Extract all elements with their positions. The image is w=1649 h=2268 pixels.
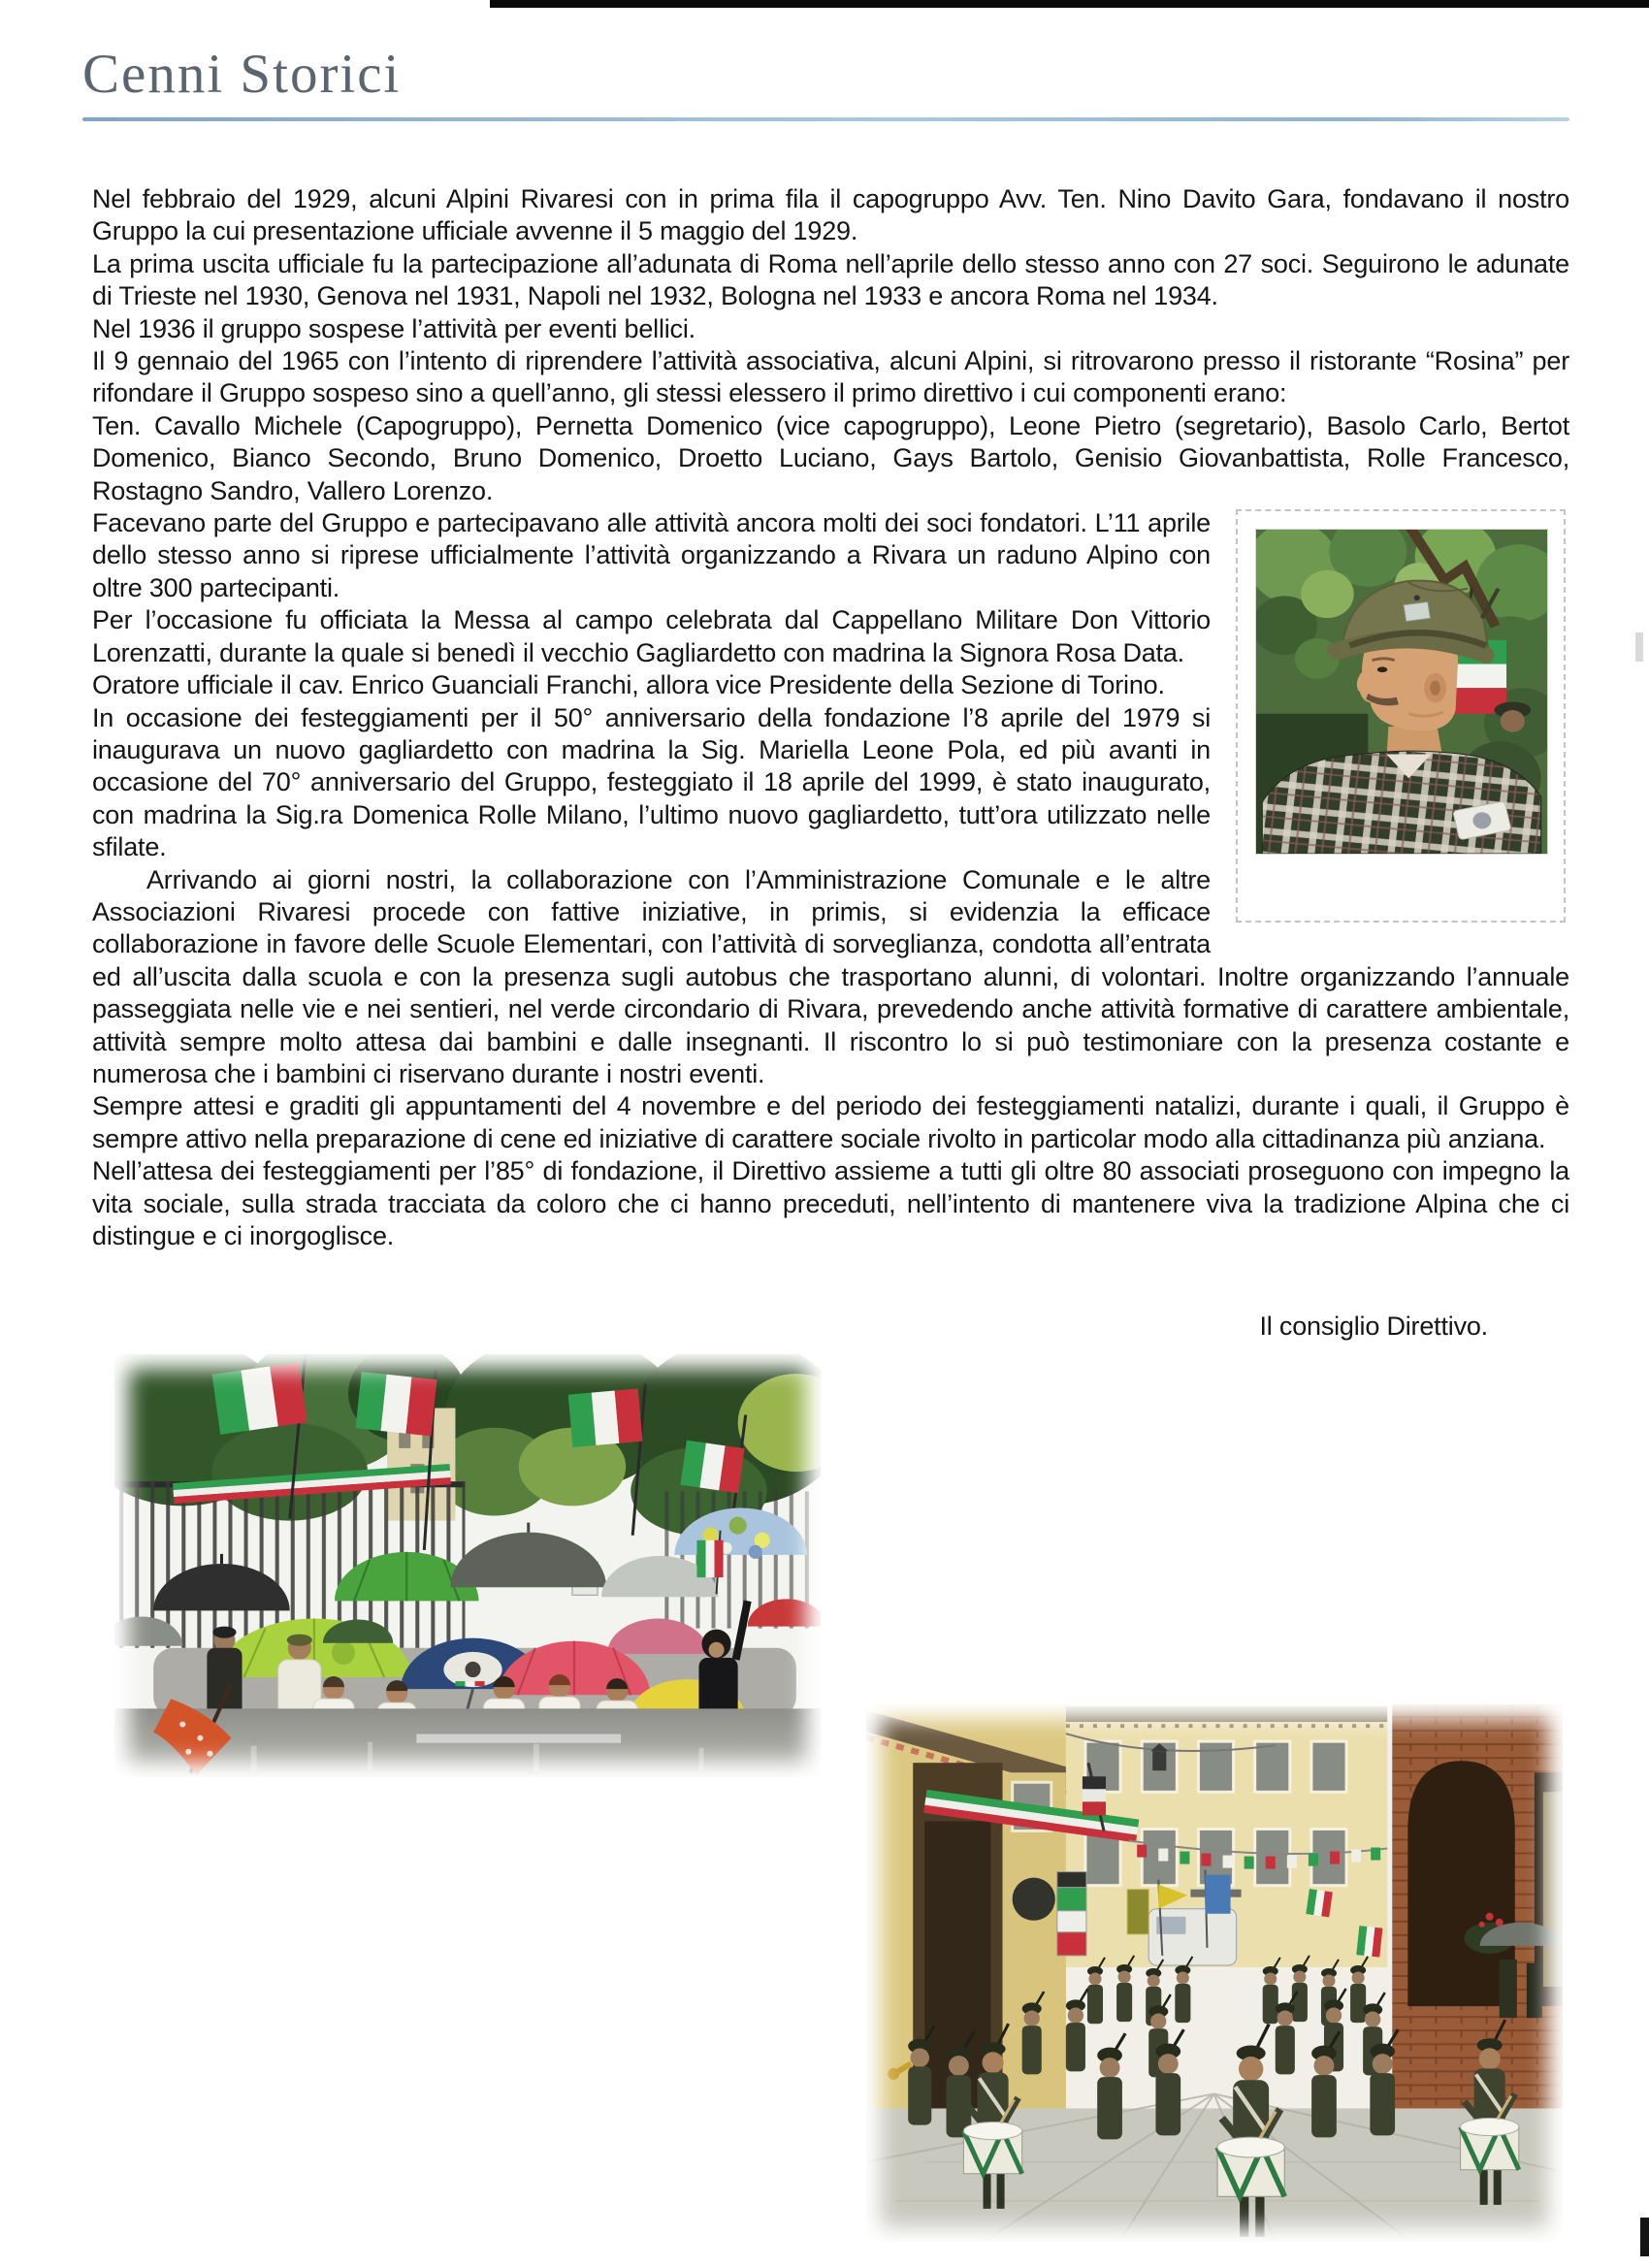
portrait-illustration — [1255, 529, 1548, 855]
paragraph: Sempre attesi e graditi gli appuntamenti del 4 novembre e del periodo dei festeggiamenti natalizi, durante i quali, il Gruppo è sempre attivo nella preparazione di cene ed iniziative di carattere sociale rivolto in particolar modo alla cittadinanza più anziana. — [92, 1091, 1569, 1153]
paragraph: Nell’attesa dei festeggiamenti per l’85° di fondazione, il Direttivo assieme a tutti gli oltre 80 associati proseguono con impegno la vita sociale, sulla strada tracciata da coloro che ci hanno preceduti, nell’intento di mantenere viva la tradizione Alpina che ci distingue e ci inorgoglisce. — [92, 1156, 1569, 1250]
page-title: Cenni Storici — [82, 44, 402, 105]
paragraph: In occasione dei festeggiamenti per il 50° anniversario della fondazione l’8 aprile del 1979 si inaugurava un nuovo gagliardetto con madrina la Sig. Mariella Leone Pola, ed più avanti in occasione del 70° anniversario del Gruppo, festeggiato il 18 aprile del 1999, è stato inaugurato, con madrina la Sig.ra Domenica Rolle Milano, l’ultimo nuovo gagliardetto, tutt’ora utilizzato nelle sfilate. — [92, 702, 1211, 862]
wall-banner-tricolor — [1057, 1872, 1086, 1956]
band-illustration — [866, 1704, 1563, 2242]
scan-artifact-right-tick — [1635, 632, 1643, 662]
paragraph: Nel febbraio del 1929, alcuni Alpini Rivaresi con in prima fila il capogruppo Avv. Ten. Nino Davito Gara, fondavano il nostro Gruppo la cui presentazione ufficiale avvenne il 5 maggio del 1929. — [92, 184, 1569, 246]
parade-illustration — [114, 1354, 821, 1777]
paragraph: La prima uscita ufficiale fu la partecipazione all’adunata di Roma nell’aprile dello stesso anno con 27 soci. Seguirono le adunate di Trieste nel 1930, Genova nel 1931, Napoli nel 1932, Bologna nel 1933 e ancora Roma nel 1934. — [92, 248, 1569, 311]
page-header — [0, 0, 1649, 121]
paragraph: Ten. Cavallo Michele (Capogruppo), Pernetta Domenico (vice capogruppo), Leone Pietro (segretario), Basolo Carlo, Bertot Domenico, Bianco Secondo, Bruno Domenico, Droetto Luciano, Gays Bartolo, Genisio Giovanbattista, Rolle Francesco, Rostagno Sandro, Vallero Lorenzo. — [92, 410, 1569, 505]
window-flag — [1306, 1889, 1332, 1917]
paragraph: Oratore ufficiale il cav. Enrico Guanciali Franchi, allora vice Presidente della Sezione di Torino. — [92, 670, 1165, 700]
scan-artifact-top-edge — [490, 0, 1649, 8]
wall-plaque — [1013, 1878, 1055, 1921]
photo-alpino-portrait — [1236, 509, 1566, 923]
paragraph: Per l’occasione fu officiata la Messa al campo celebrata dal Cappellano Militare Don Vittorio Lorenzatti, durante la quale si benedì il vecchio Gagliardetto con madrina la Signora Rosa Data. — [92, 605, 1211, 667]
title-rule — [82, 117, 1569, 121]
scan-artifact-right-edge — [1640, 2218, 1649, 2256]
photo-alpini-band — [866, 1704, 1563, 2242]
paragraph: Facevano parte del Gruppo e partecipavano alle attività ancora molti dei soci fondatori. L’11 aprile dello stesso anno si riprese ufficialmente l’attività organizzando a Rivara un raduno Alpino con oltre 300 partecipanti. — [92, 508, 1211, 602]
eye — [1377, 666, 1387, 672]
photo-parade-umbrellas — [114, 1354, 821, 1777]
paragraph: Arrivando ai giorni nostri, la collaborazione con l’Amministrazione Comunale e le altre Associazioni Rivaresi procede con fattive iniziative, in primis, si evidenzia la efficace collaborazione in favore delle Scuole Elementari, con l’attività di sorveglianza, condotta all’entrata ed all’uscita dalla scuola e con la presenza sugli autobus che trasportano alunni, di volontari. Inoltre organizzando l’annuale passeggiata nelle vie e nei sentieri, nel verde circondario di Rivara, prevedendo anche attività formative di carattere ambientale, attività sempre molto attesa dai bambini e dalle insegnanti. Il riscontro lo si può testimoniare con la presenza costante e numerosa che i bambini ci riservano durante i nostri eventi. — [92, 864, 1569, 1088]
paragraph: Nel 1936 il gruppo sospese l’attività per eventi bellici. — [92, 313, 695, 343]
flag-white-band — [1451, 664, 1506, 689]
article-body — [92, 183, 1569, 1344]
paragraph: Il 9 gennaio del 1965 con l’intento di riprendere l’attività associativa, alcuni Alpini, si ritrovarono presso il ristorante “Rosina” per rifondare il Gruppo sospeso sino a quell’anno, gli stessi elessero il primo direttivo i cui componenti erano: — [92, 346, 1569, 408]
signoff: Il consiglio Direttivo. — [1259, 1312, 1488, 1342]
